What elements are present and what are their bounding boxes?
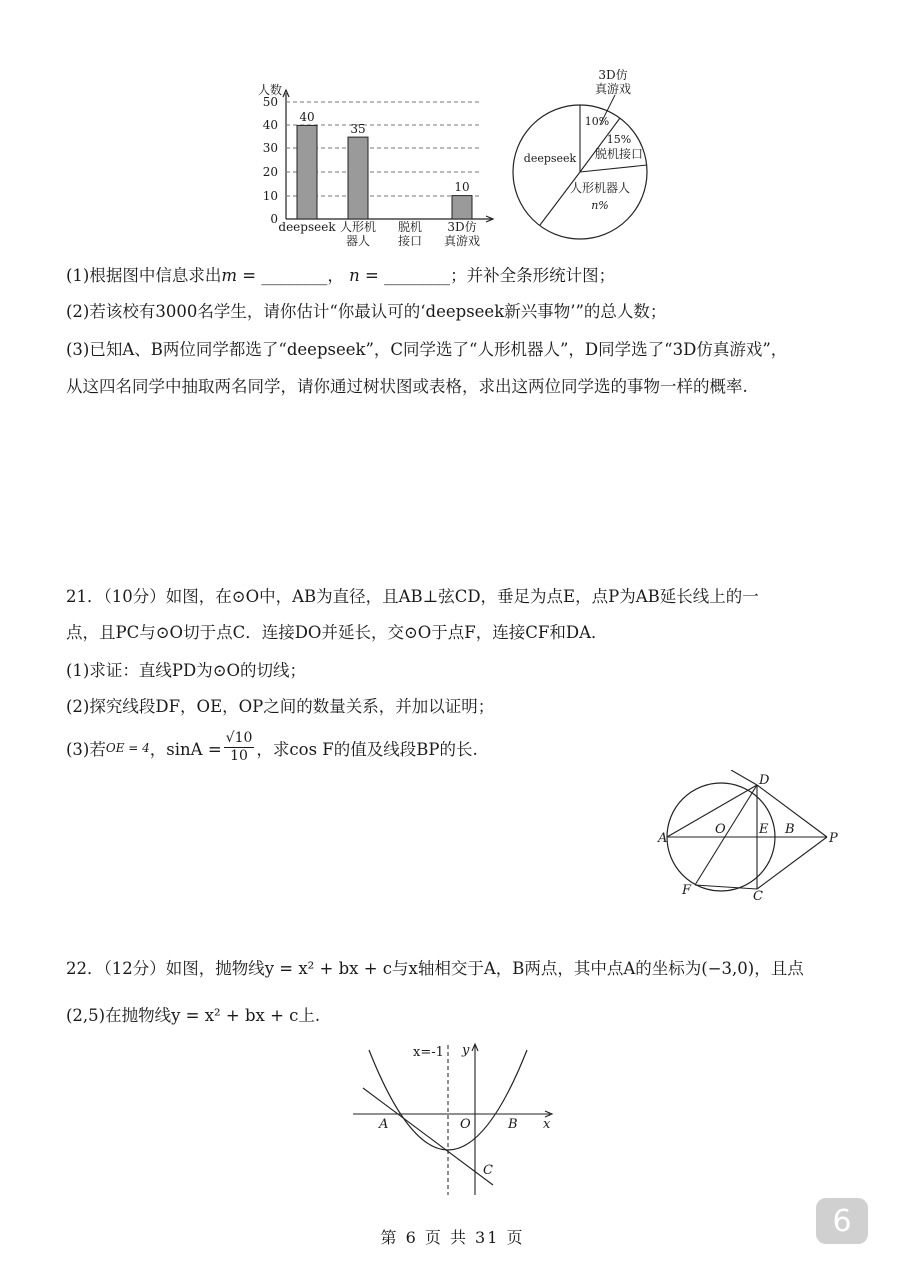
bar-0 (297, 125, 317, 219)
point-label: B (508, 1117, 518, 1132)
q21-part1: (1)求证：直线PD为⊙O的切线； (66, 661, 307, 680)
q21-part2: (2)探究线段DF，OE，OP之间的数量关系，并加以证明； (66, 697, 495, 716)
bar-value-label: 35 (350, 122, 366, 136)
point-label: O (460, 1117, 471, 1132)
y-tick: 40 (262, 118, 278, 132)
text: = (237, 266, 262, 285)
point-label: A (658, 831, 668, 846)
point-label: A (379, 1117, 389, 1132)
q21-line1: 21．（10分）如图，在⊙O中，AB为直径，且AB⊥弦CD，垂足为点E，点P为AB延长线上的一 (66, 587, 759, 606)
x-tick-label: 接口 (397, 234, 423, 248)
axis-label-y: y (462, 1043, 470, 1058)
circle-figure (655, 770, 845, 905)
axis-of-symmetry-label: x=-1 (413, 1045, 444, 1060)
given-oe: OE = 4 (105, 740, 150, 755)
pie-label-offline: 脱机接口 (594, 147, 644, 161)
point-label: B (785, 822, 795, 837)
x-tick-label: deepseek (278, 220, 336, 234)
point-label: F (682, 883, 692, 898)
y-axis-label: 人数 (258, 83, 283, 97)
point-label: C (753, 889, 763, 904)
page-footer: 第 6 页 共 31 页 (380, 1228, 525, 1247)
q20-part3: (3)已知A、B两位同学都选了“deepseek”，C同学选了“人形机器人”，D同学选了“3D仿真游戏”， (66, 340, 788, 359)
q22-line1: 22．（12分）如图，抛物线y = x² + bx + c与x轴相交于A，B两点，其中点A的坐标为(−3,0)，且点 (66, 959, 804, 978)
fraction (224, 730, 255, 765)
point-label: P (829, 831, 838, 846)
bar-chart (250, 78, 500, 253)
q20-part1 (66, 262, 615, 286)
var-m: m (221, 266, 238, 285)
bar-1 (348, 137, 368, 219)
q21-line2: 点，且PC与⊙O切于点C．连接DO并延长，交⊙O于点F，连接CF和DA． (66, 623, 608, 642)
y-tick: 10 (262, 189, 278, 203)
bar-value-label: 10 (454, 180, 470, 194)
answer-blank-m[interactable]: ________ (261, 266, 328, 285)
text: ，sinA = (149, 739, 222, 759)
text: ；并补全条形统计图； (450, 266, 616, 285)
page-number-badge: 6 (816, 1198, 868, 1244)
pie-callout-label: 真游戏 (594, 82, 632, 96)
point-label: D (759, 773, 770, 788)
pie-label-3d-pct: 10% (584, 115, 610, 128)
y-tick: 50 (262, 95, 278, 109)
point-label: O (715, 822, 726, 837)
text: (1)根据图中信息求出 (66, 266, 222, 285)
text: ， (327, 266, 344, 285)
bar-value-label: 40 (299, 110, 315, 124)
q21-part3 (66, 730, 478, 765)
x-tick-label: 脱机 (397, 220, 423, 234)
y-tick: 0 (270, 212, 278, 226)
var-n: n (349, 266, 360, 285)
text: ，求cos F的值及线段BP的长. (256, 739, 478, 759)
q22-line2: (2,5)在抛物线y = x² + bx + c上. (66, 1006, 321, 1025)
axis-label-x: x (543, 1117, 551, 1132)
x-tick-label: 器人 (345, 234, 371, 248)
pie-chart (505, 65, 655, 245)
text: = (359, 266, 385, 285)
x-tick-label: 3D仿 (447, 220, 477, 234)
x-tick-label: 真游戏 (443, 234, 481, 248)
point-label: C (483, 1163, 493, 1178)
q20-part4: 从这四名同学中抽取两名同学，请你通过树状图或表格，求出这两位同学选的事物一样的概率. (66, 377, 748, 396)
fraction-denominator: 10 (230, 748, 248, 764)
y-tick: 20 (262, 165, 278, 179)
x-tick-label: 人形机 (339, 220, 377, 234)
q20-part2: (2)若该校有3000名学生，请你估计“你最认可的‘deepseek新兴事物’”的总人数； (66, 302, 667, 321)
pie-label-deepseek: deepseek (523, 152, 577, 165)
bar-3 (452, 196, 472, 219)
parabola-figure (345, 1040, 565, 1200)
pie-callout-label: 3D仿 (598, 68, 628, 82)
pie-label-robot: 人形机器人 (569, 181, 631, 195)
answer-blank-n[interactable]: ________ (384, 266, 451, 285)
point-label: E (759, 822, 769, 837)
pie-label-robot-pct: n% (591, 199, 609, 212)
text: (3)若 (66, 739, 106, 759)
pie-label-offline-pct: 15% (606, 133, 632, 146)
fraction-numerator: √10 (225, 730, 253, 746)
y-tick: 30 (262, 141, 278, 155)
